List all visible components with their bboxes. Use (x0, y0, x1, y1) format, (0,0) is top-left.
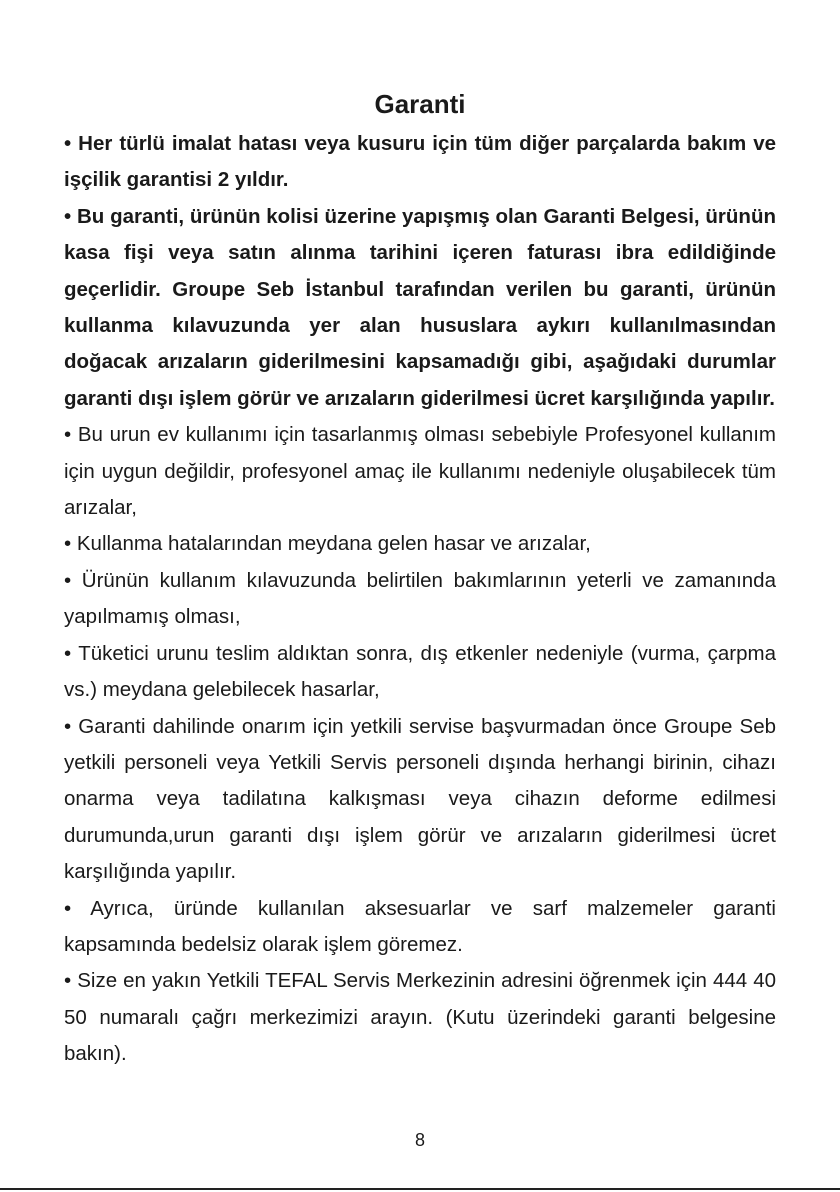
paragraph-service-contact: • Size en yakın Yetkili TEFAL Servis Merkezinin adresini öğrenmek için 444 40 50 numaralı çağrı merkezimizi arayın. (Kutu üzerindeki garanti belgesine bakın). (64, 969, 776, 1066)
paragraph-exclusion-accessories: • Ayrıca, üründe kullanılan aksesuarlar ve sarf malzemeler garanti kapsamında bedelsiz olarak işlem göremez. (64, 896, 776, 956)
paragraph-exclusion-external-damage: • Tüketici urunu teslim aldıktan sonra, dış etkenler nedeniyle (vurma, çarpma vs.) meydana gelebilecek hasarlar, (64, 641, 776, 702)
page-title: Garanti (374, 89, 466, 119)
warranty-section (64, 84, 776, 1073)
paragraph-exclusion-maintenance: • Ürünün kullanım kılavuzunda belirtilen bakımlarının yeterli ve zamanında yapılmamış olması, (64, 568, 776, 629)
page-bottom-divider (0, 1188, 840, 1190)
paragraph-exclusion-professional-use: • Bu urun ev kullanımı için tasarlanmış olması sebebiyle Profesyonel kullanım için uygun değildir, profesyonel amaç ile kullanımı nedeniyle oluşabilecek tüm arızalar, (64, 423, 776, 520)
paragraph-exclusion-unauthorized-repair: • Garanti dahilinde onarım için yetkili servise başvurmadan önce Groupe Seb yetkili personeli veya Yetkili Servis personeli dışında herhangi birinin, cihazı onarma veya tadilatına kalkışması veya cihazın deforme edilmesi durumunda,urun garanti dışı işlem görür ve arızaların giderilmesi ücret karşılığında yapılır. (64, 714, 776, 884)
paragraph-warranty-period: • Her türlü imalat hatası veya kusuru için tüm diğer parçalarda bakım ve işçilik garantisi 2 yıldır. (64, 132, 776, 192)
paragraph-warranty-conditions: • Bu garanti, ürünün kolisi üzerine yapışmış olan Garanti Belgesi, ürünün kasa fişi veya satın alınma tarihini içeren faturası ibra edildiğinde geçerlidir. Groupe Seb İstanbul tarafından verilen bu garanti, ürünün kullanma kılavuzunda yer alan hususlara aykırı kullanılmasından doğacak arızaların giderilmesini kapsamadığı gibi, aşağıdaki durumlar garanti dışı işlem görür ve arızaların giderilmesi ücret karşılığında yapılır. (64, 204, 776, 410)
page-number: 8 (414, 1130, 425, 1150)
paragraph-exclusion-misuse: • Kullanma hatalarından meydana gelen hasar ve arızalar, (64, 532, 591, 556)
